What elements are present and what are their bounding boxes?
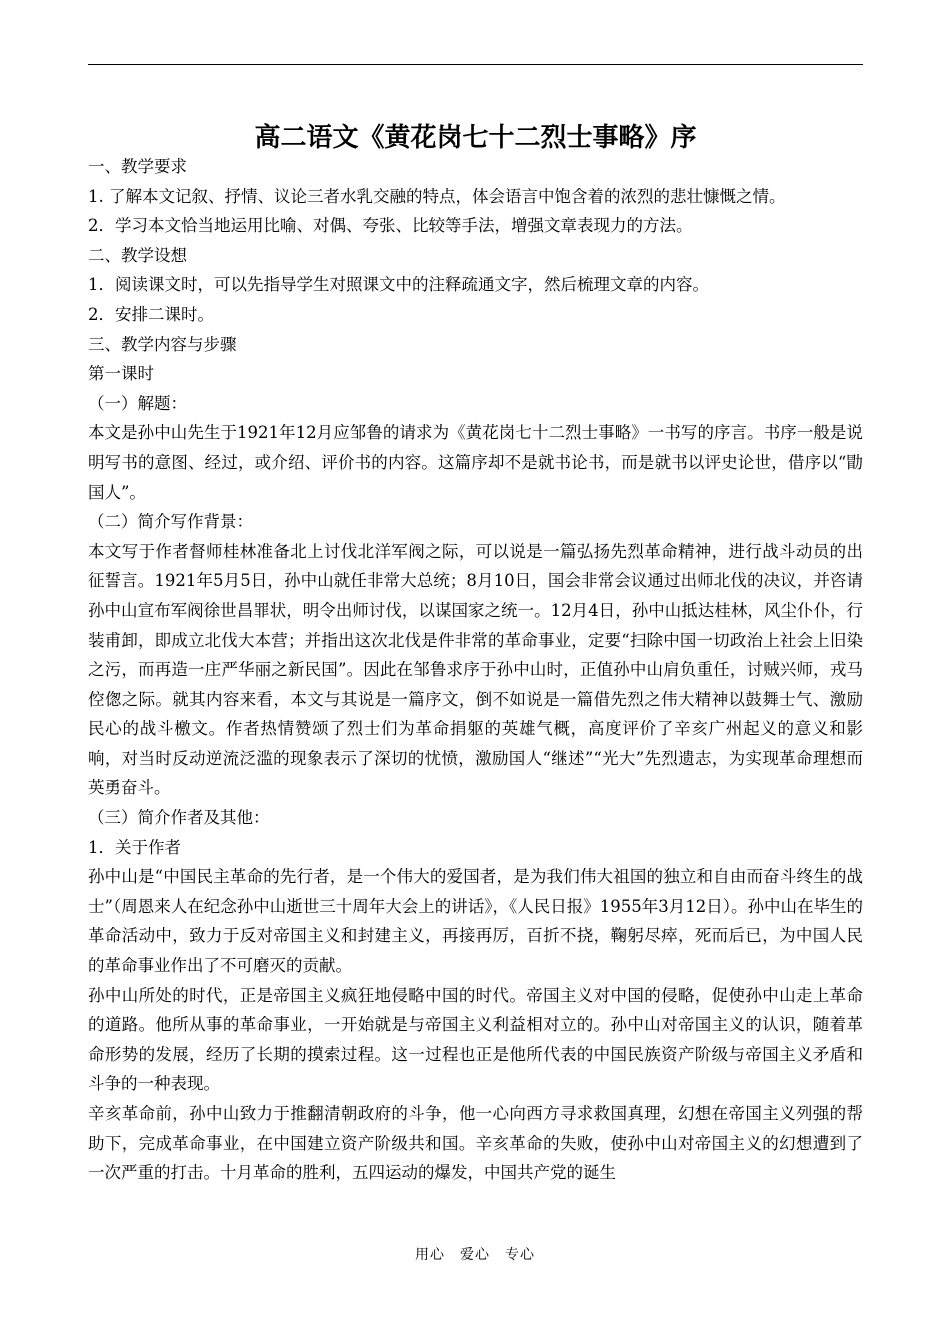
requirement-item-2: 2．学习本文恰当地运用比喻、对偶、夸张、比较等手法，增强文章表现力的方法。 (88, 216, 693, 236)
paragraph-author-revolution: 辛亥革命前，孙中山致力于推翻清朝政府的斗争，他一心向西方寻求救国真理，幻想在帝国主义列强的帮助下，完成革命事业，在中国建立资产阶级共和国。辛亥革命的失败，使孙中山对帝国主义的幻想遭到了一次严重的打击。十月革命的胜利，五四运动的爆发，中国共产党的诞生 (88, 1104, 863, 1183)
page-footer: 用心 爱心 专心 (415, 1247, 535, 1263)
subheading-background: （二）简介写作背景： (88, 512, 253, 532)
paragraph-author-intro: 孙中山是“中国民主革命的先行者，是一个伟大的爱国者，是为我们伟大祖国的独立和自由而奋斗终生的战士”（周恩来人在纪念孙中山逝世三十周年大会上的讲话》，《人民日报》1955年3月12日）。孙中山在毕生的革命活动中，致力于反对帝国主义和封建主义，再接再厉，百折不挠，鞠躬尽瘁，死而后已，为中国人民的革命事业作出了不可磨灭的贡献。 (88, 867, 863, 976)
subheading-author: （三）简介作者及其他： (88, 808, 270, 828)
author-item-heading: 1．关于作者 (88, 837, 181, 857)
requirement-item-1: 1. 了解本文记叙、抒情、议论三者水乳交融的特点，体会语言中饱含着的浓烈的悲壮慷慨之情。 (88, 186, 786, 206)
section-heading-teaching-plan: 二、教学设想 (88, 245, 187, 265)
paragraph-title-explanation: 本文是孙中山先生于1921年12月应邹鲁的请求为《黄花岗七十二烈士事略》一书写的序言。书序一般是说明写书的意图、经过，或介绍、评价书的内容。这篇序却不是就书论书，而是就书以评史论世，借序以“勖国人”。 (88, 423, 863, 502)
subheading-title-explanation: （一）解题： (88, 393, 187, 413)
plan-item-1: 1．阅读课文时，可以先指导学生对照课文中的注释疏通文字，然后梳理文章的内容。 (88, 275, 709, 295)
plan-item-2: 2．安排二课时。 (88, 304, 214, 324)
section-heading-teaching-requirements: 一、教学要求 (88, 157, 187, 176)
paragraph-author-era: 孙中山所处的时代，正是帝国主义疯狂地侵略中国的时代。帝国主义对中国的侵略，促使孙中山走上革命的道路。他所从事的革命事业，一开始就是与帝国主义利益相对立的。孙中山对帝国主义的认识，随着革命形势的发展，经历了长期的摸索过程。这一过程也正是他所代表的中国民族资产阶级与帝国主义矛盾和斗争的一种表现。 (88, 985, 863, 1094)
paragraph-background: 本文写于作者督师桂林准备北上讨伐北洋军阀之际，可以说是一篇弘扬先烈革命精神，进行战斗动员的出征誓言。1921年5月5日，孙中山就任非常大总统；8月10日，国会非常会议通过出师北伐的决议，并咨请孙中山宣布军阀徐世昌罪状，明令出师讨伐，以谋国家之统一。12月4日，孙中山抵达桂林，风尘仆仆，行装甫卸，即成立北伐大本营；并指出这次北伐是件非常的革命事业，定要“扫除中国一切政治上社会上旧染之污，而再造一庄严华丽之新民国”。因此在邹鲁求序于孙中山时，正值孙中山肩负重任，讨贼兴师，戎马倥偬之际。就其内容来看，本文与其说是一篇序文，倒不如说是一篇借先烈之伟大精神以鼓舞士气、激励民心的战斗檄文。作者热情赞颂了烈士们为革命捐躯的英雄气概，高度评价了辛亥广州起义的意义和影响，对当时反动逆流泛滥的现象表示了深切的忧愤，激励国人“继述”“光大”先烈遗志，为实现革命理想而英勇奋斗。 (88, 541, 863, 798)
lesson-heading-first: 第一课时 (88, 364, 154, 384)
document-title: 高二语文《黄花岗七十二烈士事略》序 (254, 123, 697, 153)
section-heading-content-steps: 三、教学内容与步骤 (88, 334, 237, 354)
header-rule (88, 64, 863, 65)
document-body (88, 152, 863, 1188)
